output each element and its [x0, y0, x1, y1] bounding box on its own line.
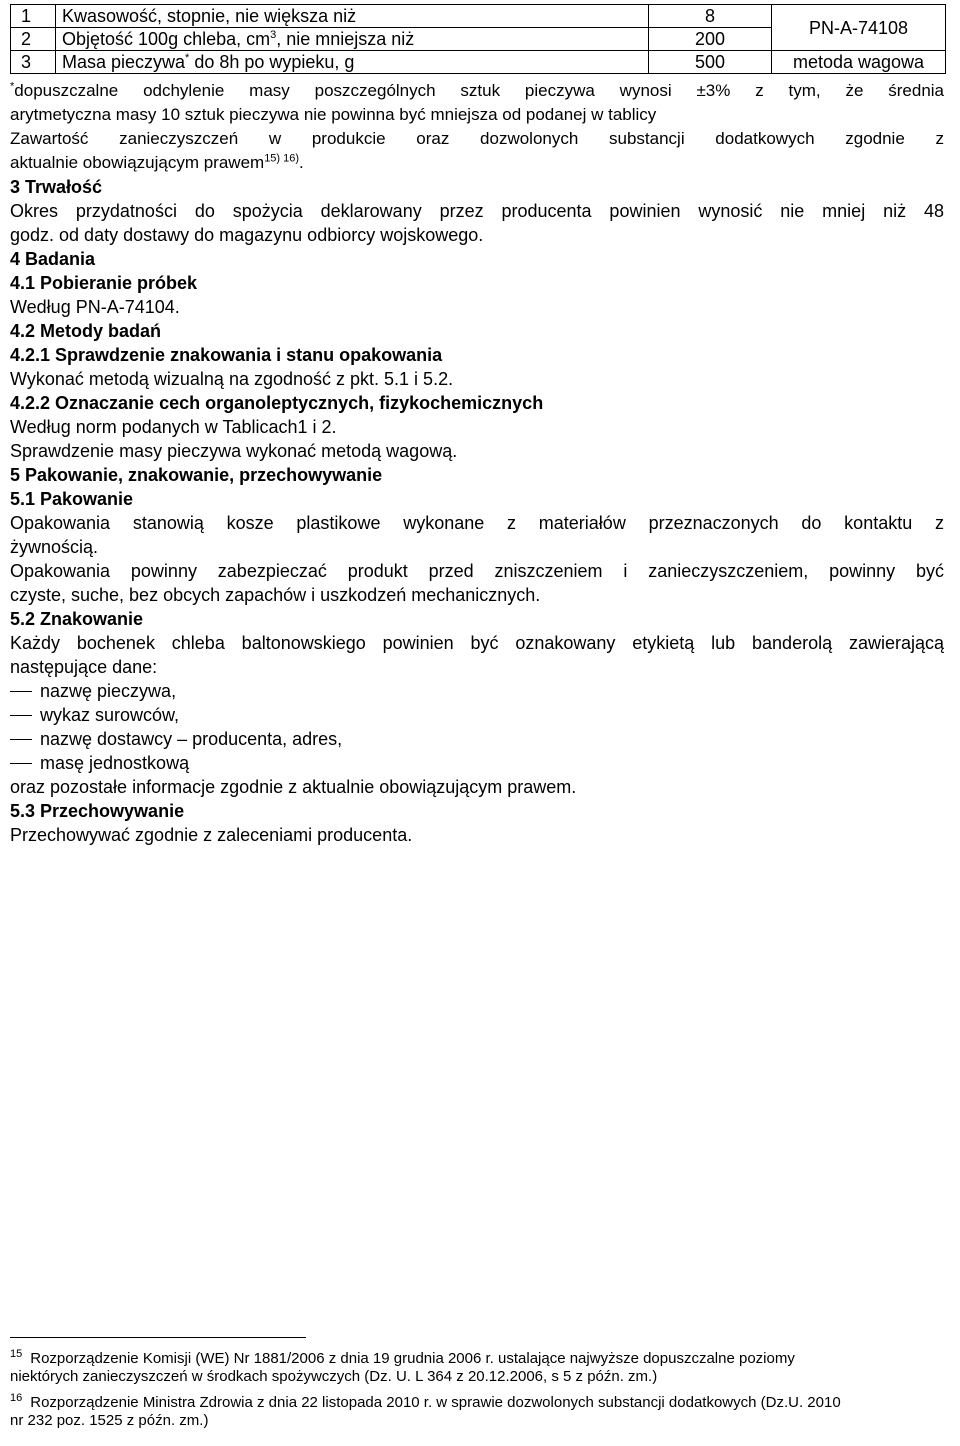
contaminants-paragraph-cont: aktualnie obowiązującym prawem$^{15) 16)}$.: [10, 152, 304, 172]
packaging-paragraph-cont: żywnością.: [10, 537, 99, 557]
section-4-2-2-text-2: Sprawdzenie masy pieczywa wykonać metodą wagową.: [10, 441, 458, 461]
packaging-paragraph-2: Opakowania powinny zabezpieczać produkt przed zniszczeniem i zanieczyszczeniem, powinny być: [10, 561, 944, 581]
row-number: 2: [11, 28, 56, 51]
section-4-heading: 4 Badania: [10, 249, 96, 269]
row-value: 8: [649, 5, 772, 28]
section-5-3-heading: 5.3 Przechowywanie: [10, 801, 185, 821]
row-value: 500: [649, 51, 772, 74]
section-4-1-text: Według PN-A-74104.: [10, 297, 180, 317]
list-item: masę jednostkową: [40, 753, 190, 773]
footnote-16: $^{16}$ Rozporządzenie Ministra Zdrowia z dnia 22 listopada 2010 r. w sprawie dozwolonych substancji dodatkowych (Dz.U. 2010: [10, 1392, 841, 1411]
packaging-paragraph-2-cont: czyste, suche, bez obcych zapachów i uszkodzeń mechanicznych.: [10, 585, 541, 605]
storage-text: Przechowywać zgodnie z zaleceniami producenta.: [10, 825, 413, 845]
labeling-paragraph: Każdy bochenek chleba baltonowskiego powinien być oznakowany etykietą lub banderolą zawierającą: [10, 633, 944, 653]
section-4-2-2-heading: 4.2.2 Oznaczanie cech organoleptycznych, fizykochemicznych: [10, 393, 544, 413]
list-item: nazwę dostawcy – producenta, adres,: [40, 729, 343, 749]
row-name: Objętość 100g chleba, $cm^3$, nie mniejsza niż: [56, 28, 649, 51]
section-5-heading: 5 Pakowanie, znakowanie, przechowywanie: [10, 465, 383, 485]
row-number: 1: [11, 5, 56, 28]
footnote-separator: [10, 1337, 306, 1338]
row-name: Masa pieczywa* do 8h po wypieku, g: [56, 51, 649, 74]
section-4-2-2-text: Według norm podanych w Tablicach1 i 2.: [10, 417, 337, 437]
table-row: [11, 5, 946, 28]
row-name: Kwasowość, stopnie, nie większa niż: [56, 5, 649, 28]
row-value: 200: [649, 28, 772, 51]
weight-note-cont: arytmetyczna masy 10 sztuk pieczywa nie powinna być mniejsza od podanej w tablicy: [10, 105, 657, 124]
document-body: [10, 79, 944, 847]
section-4-2-heading: 4.2 Metody badań: [10, 321, 162, 341]
weight-note: *dopuszczalne odchylenie masy poszczególnych sztuk pieczywa wynosi ±3% z tym, że średnia: [10, 80, 944, 100]
footnote-16-cont: nr 232 poz. 1525 z późn. zm.): [10, 1412, 209, 1429]
section-5-2-heading: 5.2 Znakowanie: [10, 609, 144, 629]
table-row: [11, 51, 946, 74]
labeling-paragraph-cont: następujące dane:: [10, 657, 158, 677]
list-item: nazwę pieczywa,: [40, 681, 177, 701]
labeling-end: oraz pozostałe informacje zgodnie z aktualnie obowiązującym prawem.: [10, 777, 577, 797]
section-3-heading: 3 Trwałość: [10, 177, 103, 197]
footnotes: [10, 1350, 946, 1430]
list-item: wykaz surowców,: [40, 705, 180, 725]
requirements-table: [10, 4, 946, 74]
shelf-life-paragraph: Okres przydatności do spożycia deklarowany przez producenta powinien wynosić nie mniej niż 48: [10, 201, 944, 221]
shelf-life-paragraph-cont: godz. od daty dostawy do magazynu odbiorcy wojskowego.: [10, 225, 484, 245]
section-4-2-1-text: Wykonać metodą wizualną na zgodność z pkt. 5.1 i 5.2.: [10, 369, 454, 389]
section-5-1-heading: 5.1 Pakowanie: [10, 489, 134, 509]
section-4-2-1-heading: 4.2.1 Sprawdzenie znakowania i stanu opakowania: [10, 345, 443, 365]
section-4-1-heading: 4.1 Pobieranie próbek: [10, 273, 198, 293]
footnote-15-cont: niektórych zanieczyszczeń w środkach spożywczych (Dz. U. L 364 z 20.12.2006, s 5 z późn. zm.): [10, 1368, 658, 1385]
contaminants-paragraph: Zawartość zanieczyszczeń w produkcie oraz dozwolonych substancji dodatkowych zgodnie z: [10, 129, 944, 148]
packaging-paragraph: Opakowania stanowią kosze plastikowe wykonane z materiałów przeznaczonych do kontaktu z: [10, 513, 944, 533]
row-number: 3: [11, 51, 56, 74]
row-method: metoda wagowa: [772, 51, 946, 74]
footnote-15: $^{15}$ Rozporządzenie Komisji (WE) Nr 1881/2006 z dnia 19 grudnia 2006 r. ustalające najwyższe dopuszczalne poziomy: [10, 1348, 795, 1367]
row-method: PN-A-74108: [772, 5, 946, 51]
